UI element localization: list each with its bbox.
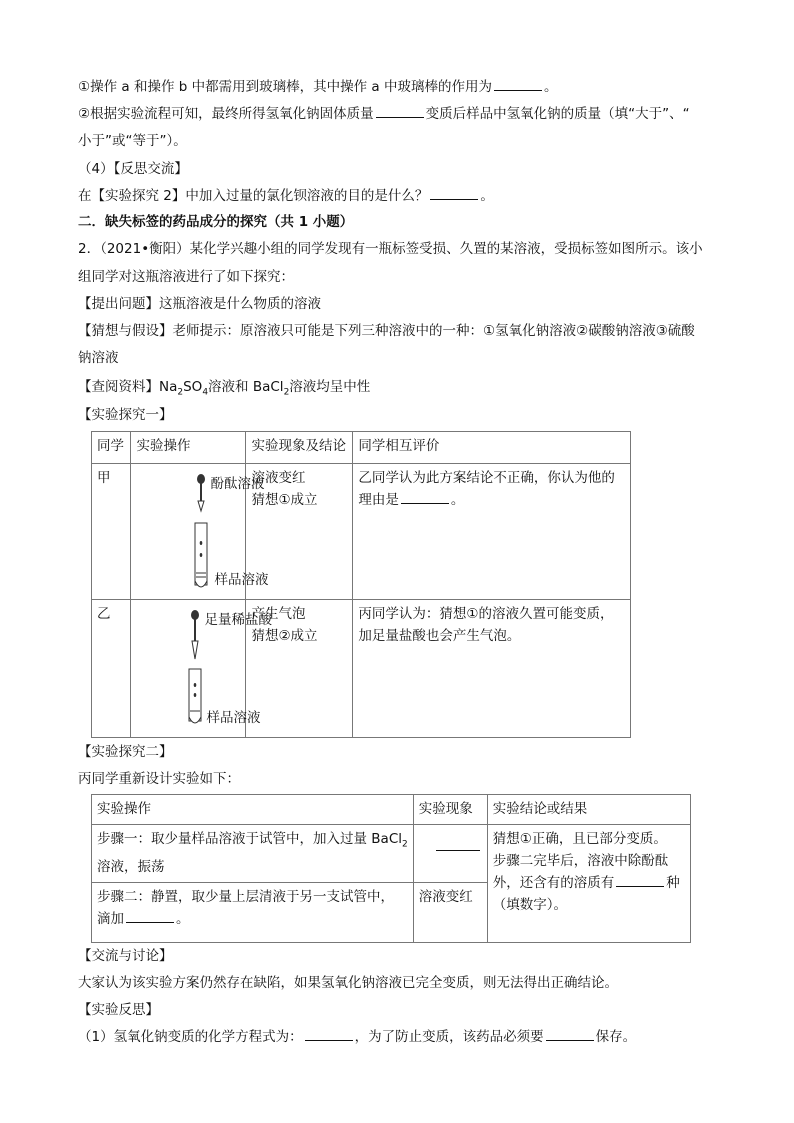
reagent-label: 足量稀盐酸 — [204, 612, 272, 628]
operation-ab-line: ①操作 a 和操作 b 中都需用到玻璃棒，其中操作 a 中玻璃棒的作用为 。 — [78, 79, 558, 95]
discussion-heading: 【交流与讨论】 — [78, 948, 173, 964]
header-cell: 同学相互评价 — [353, 432, 631, 464]
table-header-row — [92, 795, 691, 825]
student-cell: 乙 — [92, 600, 131, 738]
header-cell: 实验现象 — [413, 795, 487, 825]
header-cell: 实验操作 — [92, 795, 414, 825]
question2-line2: 组同学对这瓶溶液进行了如下探究： — [78, 269, 294, 285]
experiment2-table — [91, 794, 691, 943]
reflection-heading: 【实验反思】 — [78, 1002, 159, 1018]
student-cell: 甲 — [92, 464, 131, 600]
raise-question: 【提出问题】这瓶溶液是什么物质的溶液 — [78, 296, 321, 312]
header-cell: 实验结论或结果 — [487, 795, 690, 825]
phenomenon-cell: 溶液变红 猜想①成立 — [246, 464, 353, 600]
experiment1-table — [91, 431, 631, 738]
evaluation-cell: 乙同学认为此方案结论不正确，你认为他的 理由是 。 — [353, 464, 631, 600]
answer-blank[interactable] — [126, 910, 174, 923]
phenomenon-cell: 产生气泡 猜想②成立 — [246, 600, 353, 738]
answer-blank[interactable] — [494, 78, 542, 91]
operation-cell: 步骤一：取少量样品溶液于试管中，加入过量 BaCl$_2$ 溶液，振荡 — [92, 825, 414, 883]
experiment2-heading: 【实验探究二】 — [78, 744, 173, 760]
apparatus-cell — [131, 464, 269, 600]
reflect-question: 在【实验探究 2】中加入过量的氯化钡溶液的目的是什么？ 。 — [78, 188, 494, 204]
hypothesis-line1: 【猜想与假设】老师提示：原溶液只可能是下列三种溶液中的一种：①氢氧化钠溶液②碳酸钠溶液③硫酸 — [78, 323, 695, 339]
reagent-label: 酚酞溶液 — [210, 476, 265, 492]
dropper-testtube-icon — [184, 607, 206, 731]
section-title: 二．缺失标签的药品成分的探究（共 1 小题） — [78, 214, 354, 230]
header-cell: 实验操作 — [131, 432, 246, 464]
experiment2-intro: 丙同学重新设计实验如下： — [78, 771, 240, 787]
conclusion-cell: 猜想①正确，且已部分变质。 步骤二完毕后，溶液中除酚酞 外，还含有的溶质有 种 （填数字）。 — [487, 825, 690, 943]
apparatus-cell — [131, 600, 272, 738]
sample-label: 样品溶液 — [214, 572, 269, 588]
answer-blank[interactable] — [546, 1028, 594, 1041]
result-line-continued: 小于”或“等于”）。 — [78, 133, 187, 149]
question2-line1: 2．（2021•衡阳）某化学兴趣小组的同学发现有一瓶标签受损、久置的某溶液，受损标签如图所示。该小 — [78, 241, 703, 257]
answer-blank[interactable] — [401, 491, 449, 504]
phenomenon-cell — [413, 825, 487, 883]
reflect-heading: （4）【反思交流】 — [78, 161, 188, 177]
discussion-text: 大家认为该实验方案仍然存在缺陷，如果氢氧化钠溶液已完全变质，则无法得出正确结论。 — [78, 975, 618, 991]
operation-cell: 步骤二：静置，取少量上层清液于另一支试管中， 滴加 。 — [92, 883, 414, 943]
answer-blank[interactable] — [376, 105, 424, 118]
answer-blank[interactable] — [436, 838, 480, 851]
answer-blank[interactable] — [616, 874, 664, 887]
reflection-question: （1）氢氧化钠变质的化学方程式为： ，为了防止变质，该药品必须要 保存。 — [78, 1029, 637, 1045]
table-header-row — [92, 432, 631, 464]
evaluation-cell: 丙同学认为：猜想①的溶液久置可能变质， 加足量盐酸也会产生气泡。 — [353, 600, 631, 738]
table-row — [92, 600, 631, 738]
header-cell: 实验现象及结论 — [246, 432, 353, 464]
table-row — [92, 825, 691, 883]
header-cell: 同学 — [92, 432, 131, 464]
result-line: ②根据实验流程可知，最终所得氢氧化钠固体质量 变质后样品中氢氧化钠的质量（填“大于”、“ — [78, 106, 690, 122]
reference-line: 【查阅资料】$Na_2SO_4$溶液和 BaCl$_2$溶液均呈中性 — [78, 379, 371, 398]
answer-blank[interactable] — [430, 187, 478, 200]
experiment1-heading: 【实验探究一】 — [78, 407, 173, 423]
phenomenon-cell: 溶液变红 — [413, 883, 487, 943]
sample-label: 样品溶液 — [206, 710, 261, 726]
answer-blank[interactable] — [305, 1028, 353, 1041]
hypothesis-line2: 钠溶液 — [78, 350, 119, 366]
table-row — [92, 464, 631, 600]
dropper-testtube-icon — [190, 471, 212, 595]
